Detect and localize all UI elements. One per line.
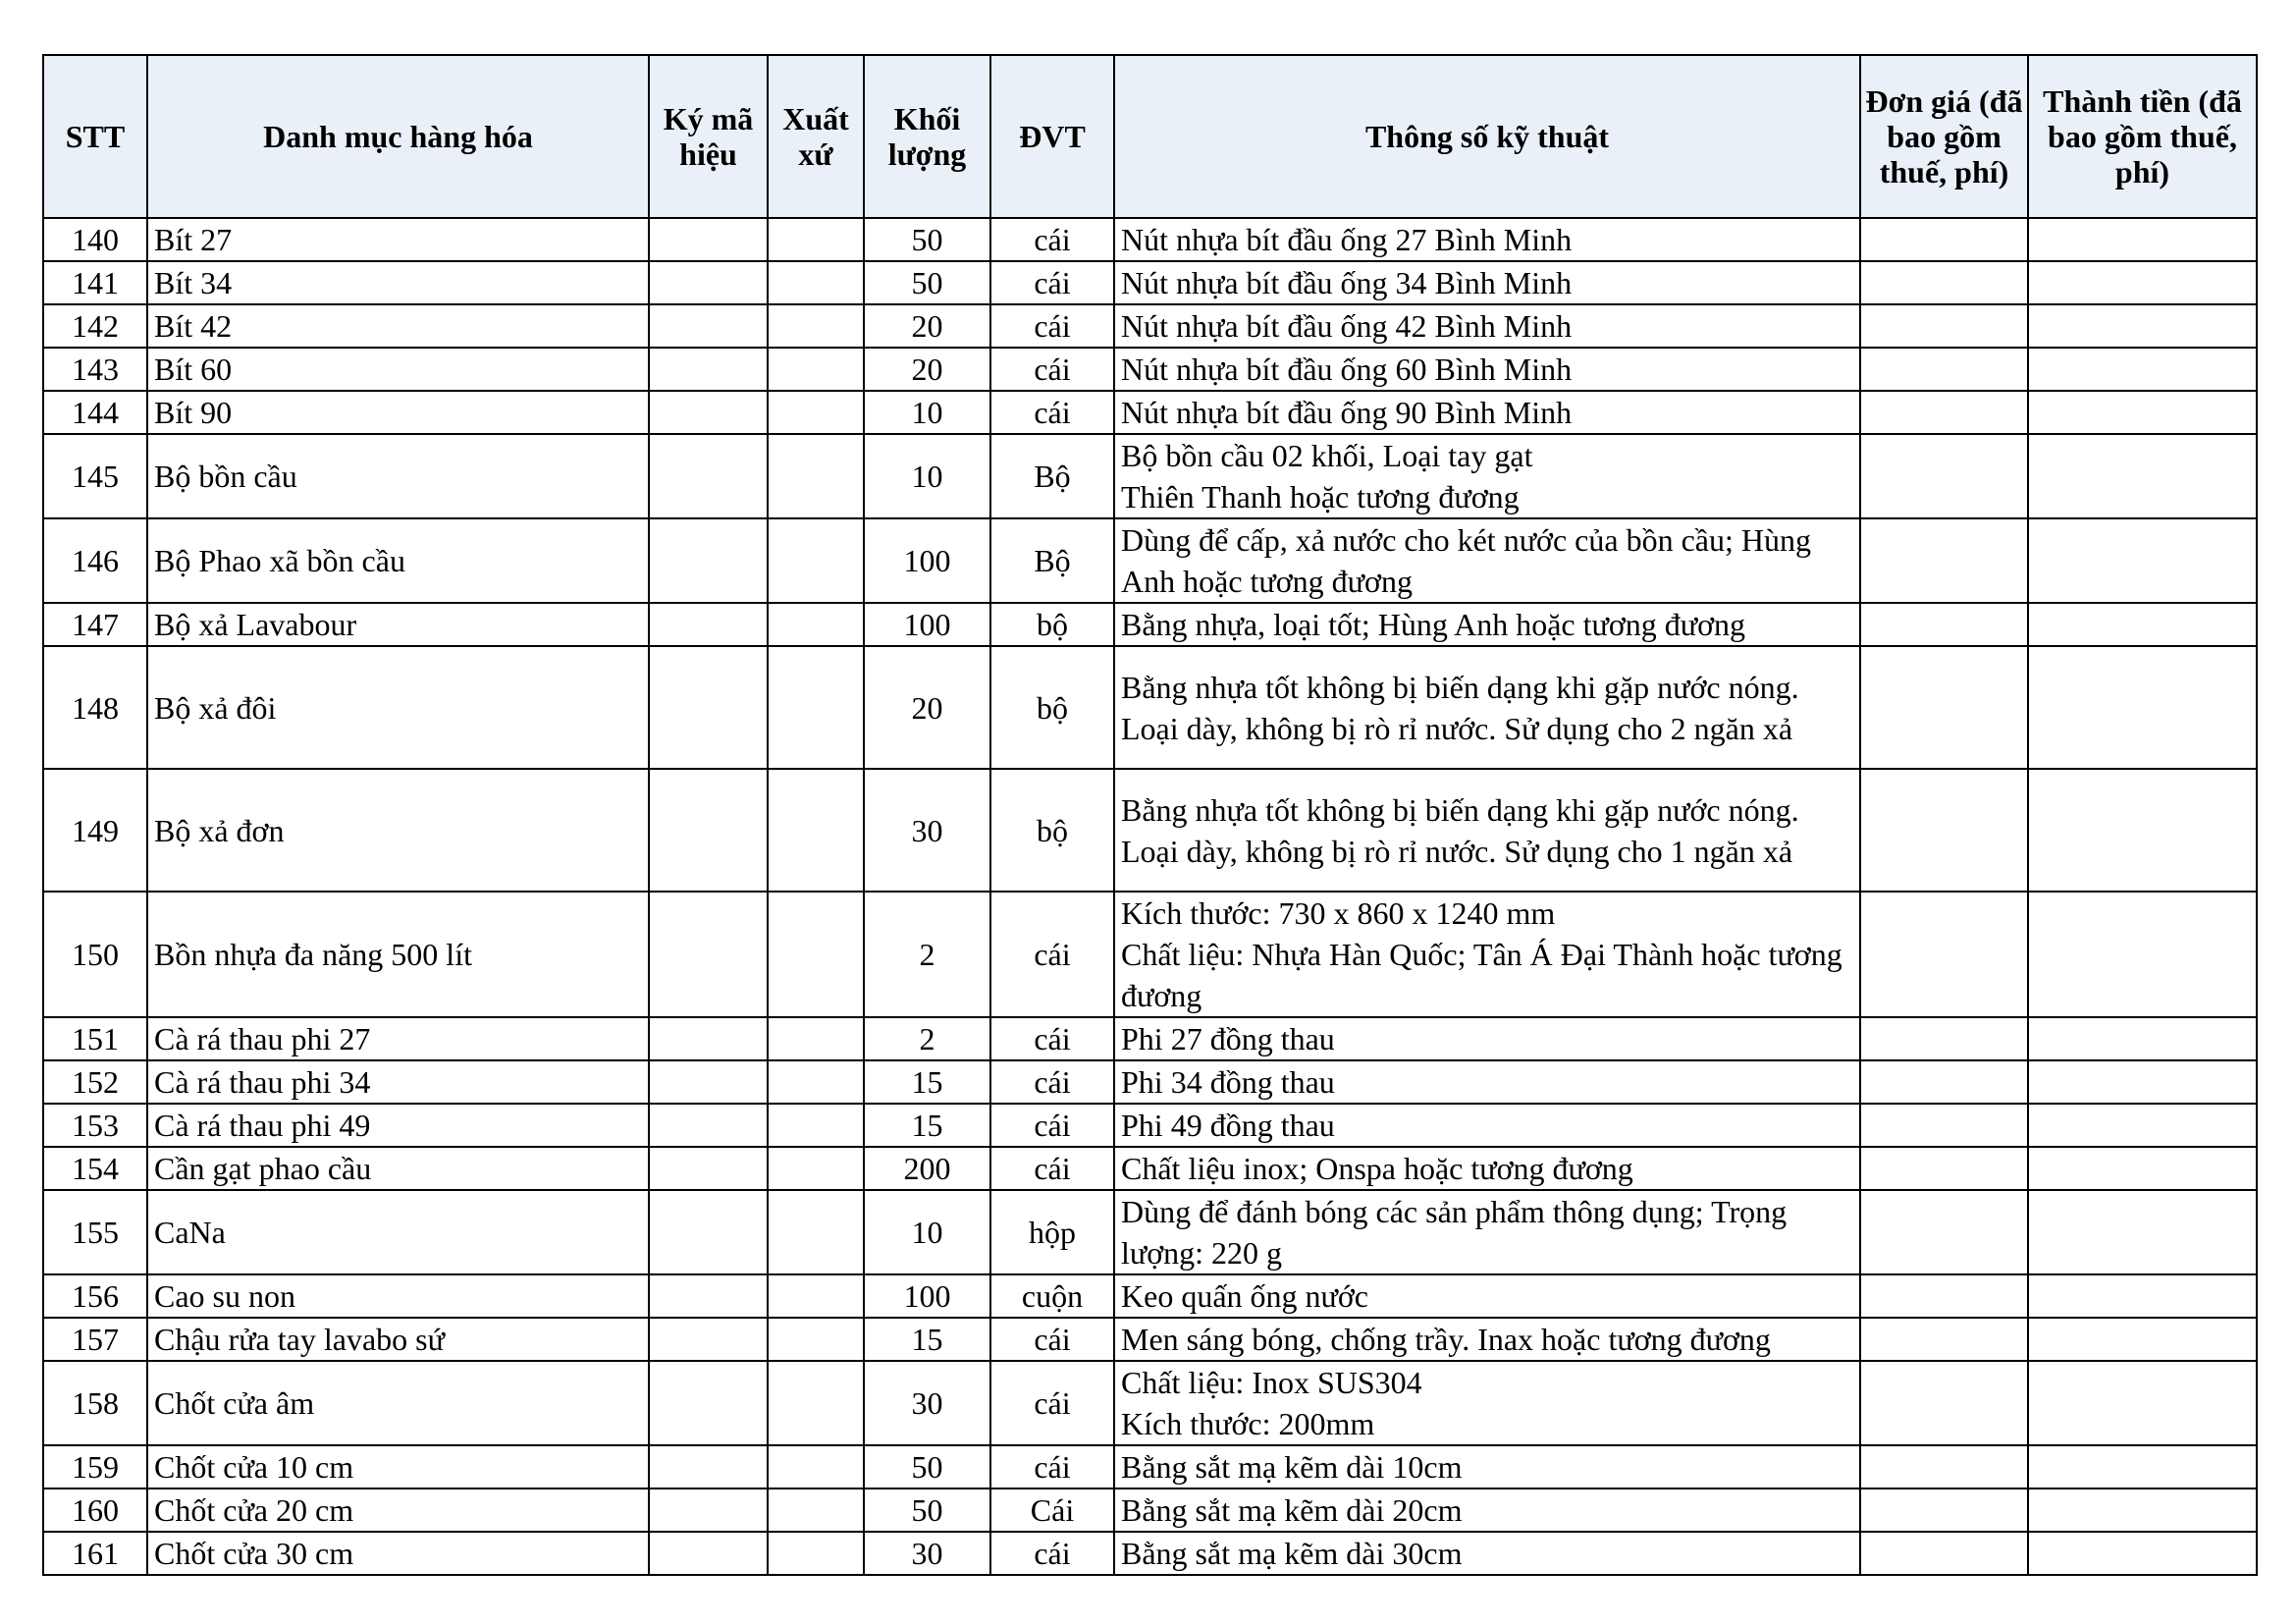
- table-row: [43, 1274, 2257, 1318]
- unit-cell: bộ: [990, 769, 1114, 892]
- unit-price-cell: [1860, 348, 2028, 391]
- item-cell: Bộ xả đôi: [147, 646, 649, 769]
- stt-cell: 159: [43, 1445, 147, 1489]
- spec-cell: Chất liệu: Inox SUS304 Kích thước: 200mm: [1114, 1361, 1860, 1445]
- unit-price-cell: [1860, 769, 2028, 892]
- total-cell: [2028, 1060, 2257, 1104]
- unit-price-cell: [1860, 1017, 2028, 1060]
- spec-cell: Bằng sắt mạ kẽm dài 20cm: [1114, 1489, 1860, 1532]
- item-cell: Chốt cửa 10 cm: [147, 1445, 649, 1489]
- table-row: [43, 646, 2257, 769]
- unit-cell: cái: [990, 1318, 1114, 1361]
- stt-cell: 148: [43, 646, 147, 769]
- spec-cell: Chất liệu inox; Onspa hoặc tương đương: [1114, 1147, 1860, 1190]
- spec-cell: Keo quấn ống nước: [1114, 1274, 1860, 1318]
- qty-cell: 100: [864, 518, 990, 603]
- total-cell: [2028, 518, 2257, 603]
- qty-cell: 30: [864, 1532, 990, 1575]
- stt-cell: 157: [43, 1318, 147, 1361]
- unit-price-cell: [1860, 304, 2028, 348]
- table-row: [43, 769, 2257, 892]
- total-cell: [2028, 1361, 2257, 1445]
- qty-cell: 200: [864, 1147, 990, 1190]
- total-cell: [2028, 769, 2257, 892]
- unit-cell: cái: [990, 892, 1114, 1017]
- item-cell: Bộ xả đơn: [147, 769, 649, 892]
- code-cell: [649, 1489, 768, 1532]
- spec-cell: Bằng nhựa tốt không bị biến dạng khi gặp nước nóng. Loại dày, không bị rò rỉ nước. Sử dụng cho 1 ngăn xả: [1114, 769, 1860, 892]
- origin-cell: [768, 1445, 864, 1489]
- header-unit: ĐVT: [990, 55, 1114, 218]
- item-cell: Bộ xả Lavabour: [147, 603, 649, 646]
- qty-cell: 50: [864, 261, 990, 304]
- stt-cell: 144: [43, 391, 147, 434]
- item-cell: Bít 90: [147, 391, 649, 434]
- code-cell: [649, 218, 768, 261]
- qty-cell: 15: [864, 1104, 990, 1147]
- qty-cell: 15: [864, 1318, 990, 1361]
- total-cell: [2028, 391, 2257, 434]
- spec-cell: Dùng để đánh bóng các sản phẩm thông dụng; Trọng lượng: 220 g: [1114, 1190, 1860, 1274]
- stt-cell: 150: [43, 892, 147, 1017]
- unit-cell: cái: [990, 218, 1114, 261]
- unit-price-cell: [1860, 1318, 2028, 1361]
- unit-price-cell: [1860, 892, 2028, 1017]
- item-cell: Bộ bồn cầu: [147, 434, 649, 518]
- unit-cell: cái: [990, 348, 1114, 391]
- table-row: [43, 434, 2257, 518]
- item-cell: Bộ Phao xã bồn cầu: [147, 518, 649, 603]
- code-cell: [649, 1017, 768, 1060]
- unit-price-cell: [1860, 646, 2028, 769]
- unit-price-cell: [1860, 1274, 2028, 1318]
- origin-cell: [768, 391, 864, 434]
- table-row: [43, 261, 2257, 304]
- item-cell: Cà rá thau phi 49: [147, 1104, 649, 1147]
- spec-cell: Kích thước: 730 x 860 x 1240 mm Chất liệu: Nhựa Hàn Quốc; Tân Á Đại Thành hoặc tương đương: [1114, 892, 1860, 1017]
- total-cell: [2028, 434, 2257, 518]
- origin-cell: [768, 646, 864, 769]
- table-row: [43, 603, 2257, 646]
- header-row: [43, 55, 2257, 218]
- qty-cell: 15: [864, 1060, 990, 1104]
- unit-cell: Cái: [990, 1489, 1114, 1532]
- unit-price-cell: [1860, 1489, 2028, 1532]
- spec-cell: Bằng nhựa tốt không bị biến dạng khi gặp nước nóng. Loại dày, không bị rò rỉ nước. Sử dụng cho 2 ngăn xả: [1114, 646, 1860, 769]
- unit-cell: cuộn: [990, 1274, 1114, 1318]
- header-total: Thành tiền (đã bao gồm thuế, phí): [2028, 55, 2257, 218]
- origin-cell: [768, 261, 864, 304]
- origin-cell: [768, 1274, 864, 1318]
- total-cell: [2028, 1190, 2257, 1274]
- spec-cell: Nút nhựa bít đầu ống 34 Bình Minh: [1114, 261, 1860, 304]
- table-row: [43, 1017, 2257, 1060]
- spec-cell: Dùng để cấp, xả nước cho két nước của bồn cầu; Hùng Anh hoặc tương đương: [1114, 518, 1860, 603]
- code-cell: [649, 434, 768, 518]
- qty-cell: 50: [864, 1445, 990, 1489]
- qty-cell: 10: [864, 391, 990, 434]
- item-cell: Bồn nhựa đa năng 500 lít: [147, 892, 649, 1017]
- total-cell: [2028, 646, 2257, 769]
- total-cell: [2028, 892, 2257, 1017]
- table-row: [43, 892, 2257, 1017]
- stt-cell: 140: [43, 218, 147, 261]
- total-cell: [2028, 1318, 2257, 1361]
- spec-cell: Bộ bồn cầu 02 khối, Loại tay gạt Thiên Thanh hoặc tương đương: [1114, 434, 1860, 518]
- unit-cell: cái: [990, 391, 1114, 434]
- origin-cell: [768, 603, 864, 646]
- unit-cell: cái: [990, 261, 1114, 304]
- table-row: [43, 1104, 2257, 1147]
- header-origin: Xuất xứ: [768, 55, 864, 218]
- code-cell: [649, 646, 768, 769]
- spec-cell: Bằng nhựa, loại tốt; Hùng Anh hoặc tương đương: [1114, 603, 1860, 646]
- unit-price-cell: [1860, 1060, 2028, 1104]
- origin-cell: [768, 1532, 864, 1575]
- total-cell: [2028, 603, 2257, 646]
- unit-price-cell: [1860, 1361, 2028, 1445]
- origin-cell: [768, 518, 864, 603]
- spec-cell: Nút nhựa bít đầu ống 60 Bình Minh: [1114, 348, 1860, 391]
- spec-cell: Nút nhựa bít đầu ống 42 Bình Minh: [1114, 304, 1860, 348]
- item-cell: Bít 60: [147, 348, 649, 391]
- code-cell: [649, 1532, 768, 1575]
- total-cell: [2028, 1274, 2257, 1318]
- unit-price-cell: [1860, 1190, 2028, 1274]
- header-item: Danh mục hàng hóa: [147, 55, 649, 218]
- qty-cell: 20: [864, 304, 990, 348]
- table-row: [43, 1147, 2257, 1190]
- code-cell: [649, 1274, 768, 1318]
- qty-cell: 30: [864, 769, 990, 892]
- item-cell: Bít 34: [147, 261, 649, 304]
- origin-cell: [768, 348, 864, 391]
- item-cell: Bít 27: [147, 218, 649, 261]
- origin-cell: [768, 1060, 864, 1104]
- total-cell: [2028, 261, 2257, 304]
- unit-price-cell: [1860, 1147, 2028, 1190]
- origin-cell: [768, 304, 864, 348]
- table-row: [43, 218, 2257, 261]
- table-row: [43, 348, 2257, 391]
- table-row: [43, 1190, 2257, 1274]
- origin-cell: [768, 1361, 864, 1445]
- table-row: [43, 1318, 2257, 1361]
- table-row: [43, 304, 2257, 348]
- total-cell: [2028, 1445, 2257, 1489]
- total-cell: [2028, 218, 2257, 261]
- unit-cell: cái: [990, 1017, 1114, 1060]
- table-row: [43, 518, 2257, 603]
- stt-cell: 141: [43, 261, 147, 304]
- stt-cell: 147: [43, 603, 147, 646]
- code-cell: [649, 1445, 768, 1489]
- item-cell: Bít 42: [147, 304, 649, 348]
- unit-cell: bộ: [990, 603, 1114, 646]
- stt-cell: 149: [43, 769, 147, 892]
- unit-price-cell: [1860, 391, 2028, 434]
- table-row: [43, 1060, 2257, 1104]
- origin-cell: [768, 1318, 864, 1361]
- code-cell: [649, 261, 768, 304]
- stt-cell: 155: [43, 1190, 147, 1274]
- item-cell: Chốt cửa 20 cm: [147, 1489, 649, 1532]
- qty-cell: 20: [864, 646, 990, 769]
- code-cell: [649, 1361, 768, 1445]
- item-cell: Cần gạt phao cầu: [147, 1147, 649, 1190]
- spec-cell: Nút nhựa bít đầu ống 90 Bình Minh: [1114, 391, 1860, 434]
- code-cell: [649, 769, 768, 892]
- qty-cell: 2: [864, 1017, 990, 1060]
- stt-cell: 153: [43, 1104, 147, 1147]
- table-row: [43, 1489, 2257, 1532]
- header-code: Ký mã hiệu: [649, 55, 768, 218]
- spec-cell: Bằng sắt mạ kẽm dài 30cm: [1114, 1532, 1860, 1575]
- header-qty: Khối lượng: [864, 55, 990, 218]
- stt-cell: 160: [43, 1489, 147, 1532]
- stt-cell: 145: [43, 434, 147, 518]
- total-cell: [2028, 304, 2257, 348]
- item-cell: Cao su non: [147, 1274, 649, 1318]
- table-row: [43, 1361, 2257, 1445]
- spec-cell: Nút nhựa bít đầu ống 27 Bình Minh: [1114, 218, 1860, 261]
- unit-cell: cái: [990, 1060, 1114, 1104]
- qty-cell: 30: [864, 1361, 990, 1445]
- spec-cell: Phi 49 đồng thau: [1114, 1104, 1860, 1147]
- item-cell: CaNa: [147, 1190, 649, 1274]
- code-cell: [649, 1318, 768, 1361]
- unit-cell: cái: [990, 1147, 1114, 1190]
- qty-cell: 2: [864, 892, 990, 1017]
- stt-cell: 146: [43, 518, 147, 603]
- stt-cell: 152: [43, 1060, 147, 1104]
- stt-cell: 154: [43, 1147, 147, 1190]
- item-cell: Chậu rửa tay lavabo sứ: [147, 1318, 649, 1361]
- total-cell: [2028, 1147, 2257, 1190]
- code-cell: [649, 348, 768, 391]
- total-cell: [2028, 348, 2257, 391]
- origin-cell: [768, 434, 864, 518]
- origin-cell: [768, 769, 864, 892]
- origin-cell: [768, 1489, 864, 1532]
- unit-price-cell: [1860, 261, 2028, 304]
- stt-cell: 142: [43, 304, 147, 348]
- origin-cell: [768, 1104, 864, 1147]
- unit-cell: cái: [990, 1104, 1114, 1147]
- total-cell: [2028, 1489, 2257, 1532]
- qty-cell: 100: [864, 603, 990, 646]
- unit-price-cell: [1860, 218, 2028, 261]
- unit-cell: bộ: [990, 646, 1114, 769]
- origin-cell: [768, 892, 864, 1017]
- spec-cell: Men sáng bóng, chống trầy. Inax hoặc tương đương: [1114, 1318, 1860, 1361]
- code-cell: [649, 1190, 768, 1274]
- qty-cell: 100: [864, 1274, 990, 1318]
- code-cell: [649, 603, 768, 646]
- stt-cell: 143: [43, 348, 147, 391]
- item-cell: Cà rá thau phi 34: [147, 1060, 649, 1104]
- unit-price-cell: [1860, 603, 2028, 646]
- code-cell: [649, 304, 768, 348]
- origin-cell: [768, 1190, 864, 1274]
- qty-cell: 10: [864, 434, 990, 518]
- header-spec: Thông số kỹ thuật: [1114, 55, 1860, 218]
- code-cell: [649, 1060, 768, 1104]
- table-row: [43, 391, 2257, 434]
- unit-price-cell: [1860, 1445, 2028, 1489]
- qty-cell: 50: [864, 218, 990, 261]
- stt-cell: 151: [43, 1017, 147, 1060]
- total-cell: [2028, 1104, 2257, 1147]
- unit-cell: hộp: [990, 1190, 1114, 1274]
- unit-price-cell: [1860, 1104, 2028, 1147]
- table-row: [43, 1532, 2257, 1575]
- origin-cell: [768, 218, 864, 261]
- unit-cell: cái: [990, 1532, 1114, 1575]
- unit-price-cell: [1860, 1532, 2028, 1575]
- unit-cell: cái: [990, 1361, 1114, 1445]
- goods-table: [42, 54, 2258, 1576]
- qty-cell: 50: [864, 1489, 990, 1532]
- origin-cell: [768, 1017, 864, 1060]
- code-cell: [649, 391, 768, 434]
- unit-price-cell: [1860, 434, 2028, 518]
- unit-cell: Bộ: [990, 518, 1114, 603]
- spec-cell: Bằng sắt mạ kẽm dài 10cm: [1114, 1445, 1860, 1489]
- item-cell: Chốt cửa 30 cm: [147, 1532, 649, 1575]
- unit-cell: cái: [990, 304, 1114, 348]
- stt-cell: 161: [43, 1532, 147, 1575]
- header-unit-price: Đơn giá (đã bao gồm thuế, phí): [1860, 55, 2028, 218]
- code-cell: [649, 1104, 768, 1147]
- stt-cell: 156: [43, 1274, 147, 1318]
- spec-cell: Phi 27 đồng thau: [1114, 1017, 1860, 1060]
- unit-cell: Bộ: [990, 434, 1114, 518]
- unit-cell: cái: [990, 1445, 1114, 1489]
- header-stt: STT: [43, 55, 147, 218]
- item-cell: Cà rá thau phi 27: [147, 1017, 649, 1060]
- code-cell: [649, 1147, 768, 1190]
- code-cell: [649, 892, 768, 1017]
- total-cell: [2028, 1532, 2257, 1575]
- code-cell: [649, 518, 768, 603]
- unit-price-cell: [1860, 518, 2028, 603]
- qty-cell: 10: [864, 1190, 990, 1274]
- qty-cell: 20: [864, 348, 990, 391]
- total-cell: [2028, 1017, 2257, 1060]
- table-row: [43, 1445, 2257, 1489]
- spec-cell: Phi 34 đồng thau: [1114, 1060, 1860, 1104]
- item-cell: Chốt cửa âm: [147, 1361, 649, 1445]
- stt-cell: 158: [43, 1361, 147, 1445]
- origin-cell: [768, 1147, 864, 1190]
